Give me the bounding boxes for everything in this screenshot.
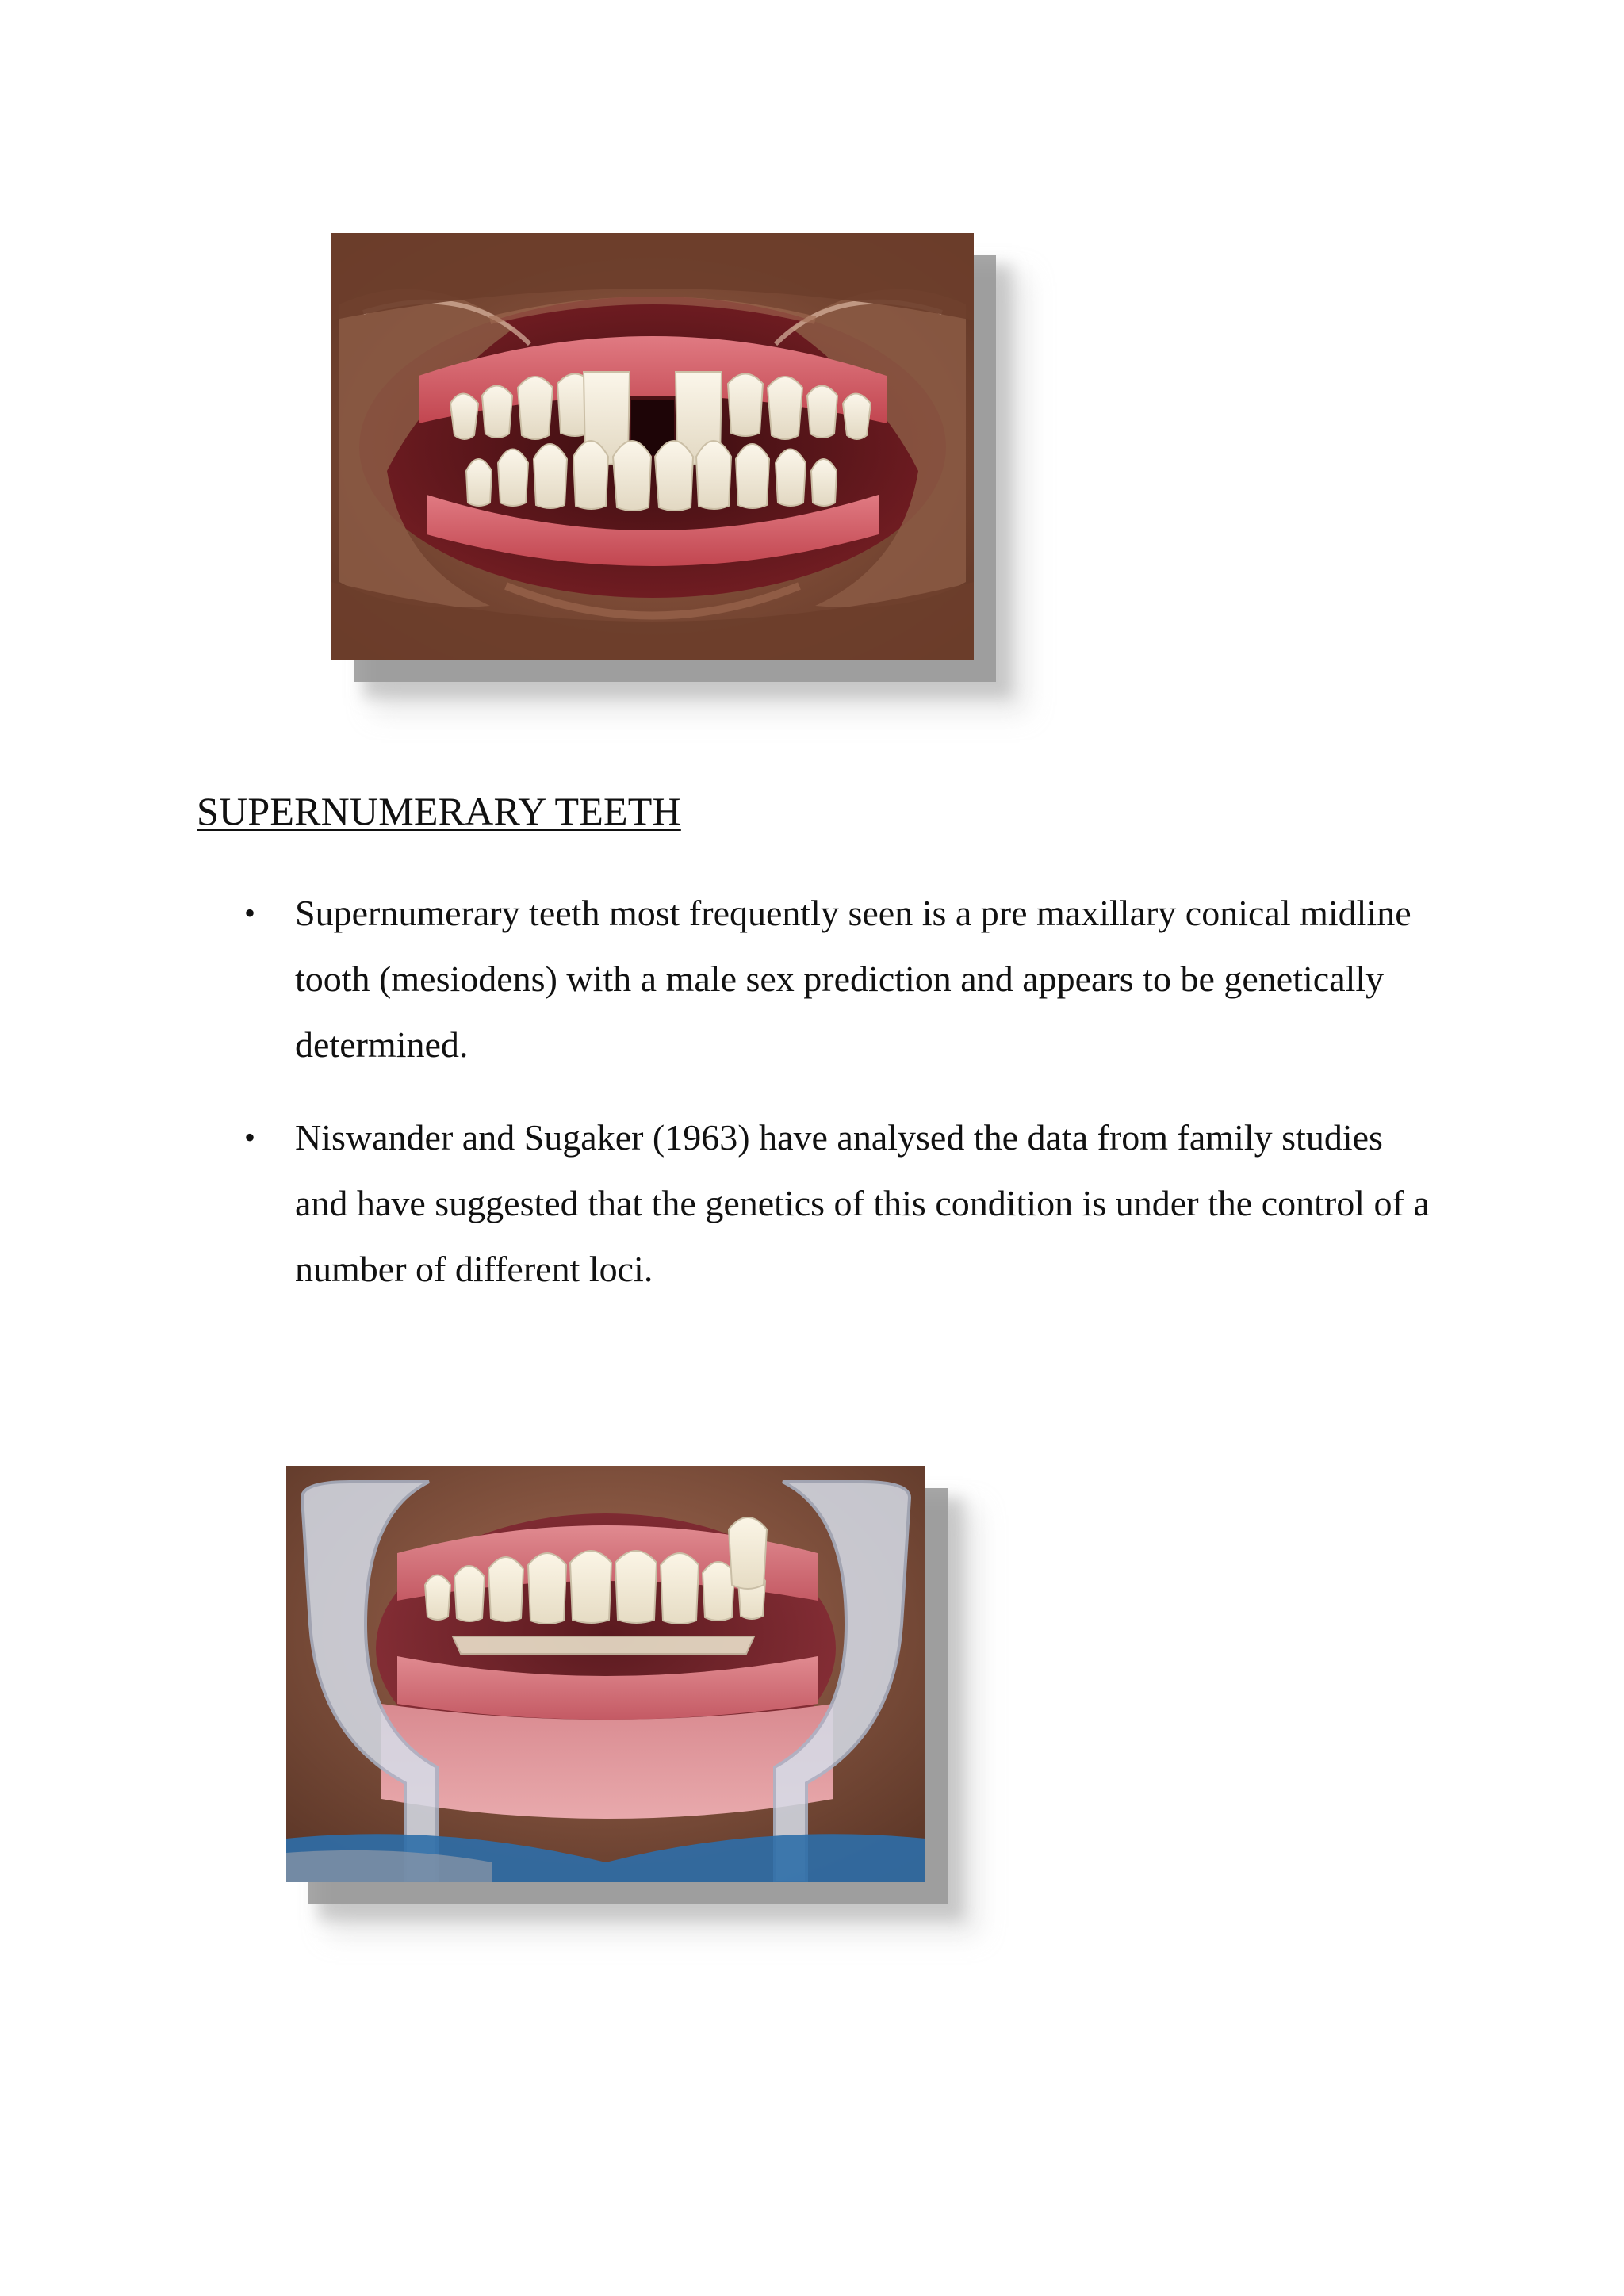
bullet-text: Supernumerary teeth most frequently seen is a pre maxillary conical midline tooth (mesiodens) with a male sex prediction and appears to be genetically determined. — [295, 893, 1411, 1065]
clinical-photo-supernumerary — [286, 1466, 925, 1882]
bullet-text: Niswander and Sugaker (1963) have analysed the data from family studies and have suggested that the genetics of this condition is under the control of a number of different loci. — [295, 1117, 1430, 1289]
bullet-item — [238, 1104, 1443, 1302]
supernumerary-illustration — [286, 1466, 925, 1882]
photo-diastema-image — [331, 233, 974, 660]
bullet-item — [238, 880, 1443, 1077]
photo-supernumerary-image — [286, 1466, 925, 1882]
clinical-photo-diastema — [331, 233, 974, 660]
diastema-illustration — [331, 233, 974, 660]
section-heading: SUPERNUMERARY TEETH — [197, 789, 681, 833]
bullet-symbol: • — [244, 895, 256, 931]
bullet-list — [238, 880, 1443, 1329]
bullet-symbol: • — [244, 1119, 256, 1155]
